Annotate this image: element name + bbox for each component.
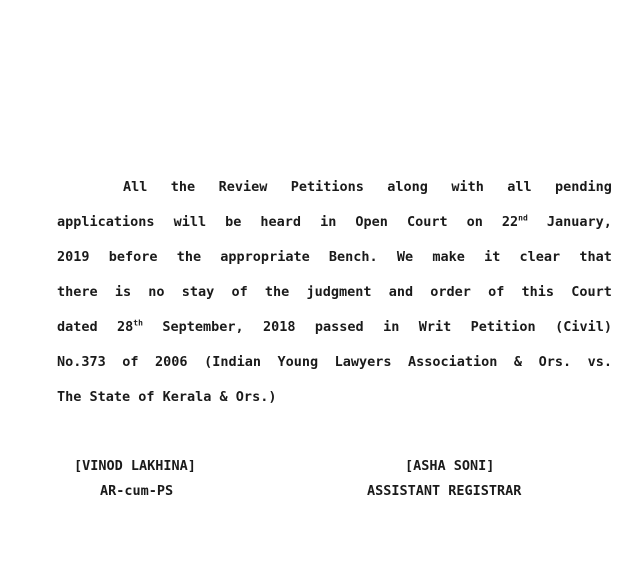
word: applications: [57, 214, 155, 230]
word: pending: [555, 179, 612, 195]
signatory-left-title: AR-cum-PS: [100, 483, 174, 499]
word: Association: [408, 354, 498, 370]
word: along: [387, 179, 428, 195]
word: Young: [277, 354, 319, 370]
paragraph-line-1: [57, 170, 612, 205]
word: 2018: [263, 319, 296, 335]
word: No.373: [57, 354, 106, 370]
word: Court: [406, 214, 448, 230]
signatory-right-title: ASSISTANT REGISTRAR: [367, 483, 522, 499]
word: (Indian: [204, 354, 261, 370]
word: Court: [571, 284, 612, 300]
word: on: [466, 214, 483, 230]
word: Review: [218, 179, 268, 195]
signatory-left-name: [VINOD LAKHINA]: [74, 458, 196, 474]
word: dated: [57, 319, 98, 335]
word: Open: [355, 214, 388, 230]
paragraph-line-2: [57, 205, 612, 240]
judgment-date: 28th: [117, 318, 143, 335]
word: heard: [260, 214, 302, 230]
word: 2006: [155, 354, 188, 370]
word: make: [432, 249, 465, 265]
word: before: [108, 249, 158, 265]
word: it: [484, 249, 501, 265]
word: January,: [546, 214, 612, 230]
word: in: [320, 214, 337, 230]
word: and: [388, 284, 414, 300]
word: judgment: [306, 284, 372, 300]
word: in: [383, 319, 400, 335]
word: with: [451, 179, 484, 195]
word: Petitions: [290, 179, 364, 195]
paragraph-line-7: [57, 380, 612, 415]
word: Bench.: [328, 249, 378, 265]
hearing-date: 22nd: [501, 213, 528, 230]
signatory-right-name: [ASHA SONI]: [405, 458, 495, 474]
paragraph-line-4: [57, 275, 612, 310]
word: Ors.: [538, 354, 572, 370]
word: all: [507, 179, 532, 195]
order-paragraph: [57, 170, 612, 415]
word: 2019: [57, 249, 90, 265]
word: be: [225, 214, 242, 230]
word: passed: [314, 319, 364, 335]
word: the: [176, 249, 202, 265]
word: is: [114, 284, 132, 300]
word: Writ: [418, 319, 452, 335]
word: of: [488, 284, 505, 300]
word: (Civil): [555, 319, 612, 335]
word: stay: [181, 284, 215, 300]
paragraph-line-5: [57, 310, 612, 345]
word: clear: [519, 249, 561, 265]
word: the: [264, 284, 290, 300]
word: All: [123, 179, 148, 195]
word: there: [57, 284, 98, 300]
word: that: [579, 249, 612, 265]
word: this: [521, 284, 555, 300]
word: Petition: [470, 319, 536, 335]
word: the: [170, 179, 196, 195]
paragraph-line-6: [57, 345, 612, 380]
word: appropriate: [220, 249, 310, 265]
word: will: [173, 214, 207, 230]
word: order: [430, 284, 471, 300]
word: September,: [162, 319, 244, 335]
word: vs.: [587, 354, 612, 370]
word: no: [148, 284, 165, 300]
word: &: [513, 354, 523, 370]
word: of: [231, 284, 248, 300]
word: We: [396, 249, 414, 265]
paragraph-line-3: [57, 240, 612, 275]
word: of: [122, 354, 139, 370]
paragraph-line-7-text: The State of Kerala & Ors.): [57, 389, 277, 405]
word: Lawyers: [334, 354, 392, 370]
